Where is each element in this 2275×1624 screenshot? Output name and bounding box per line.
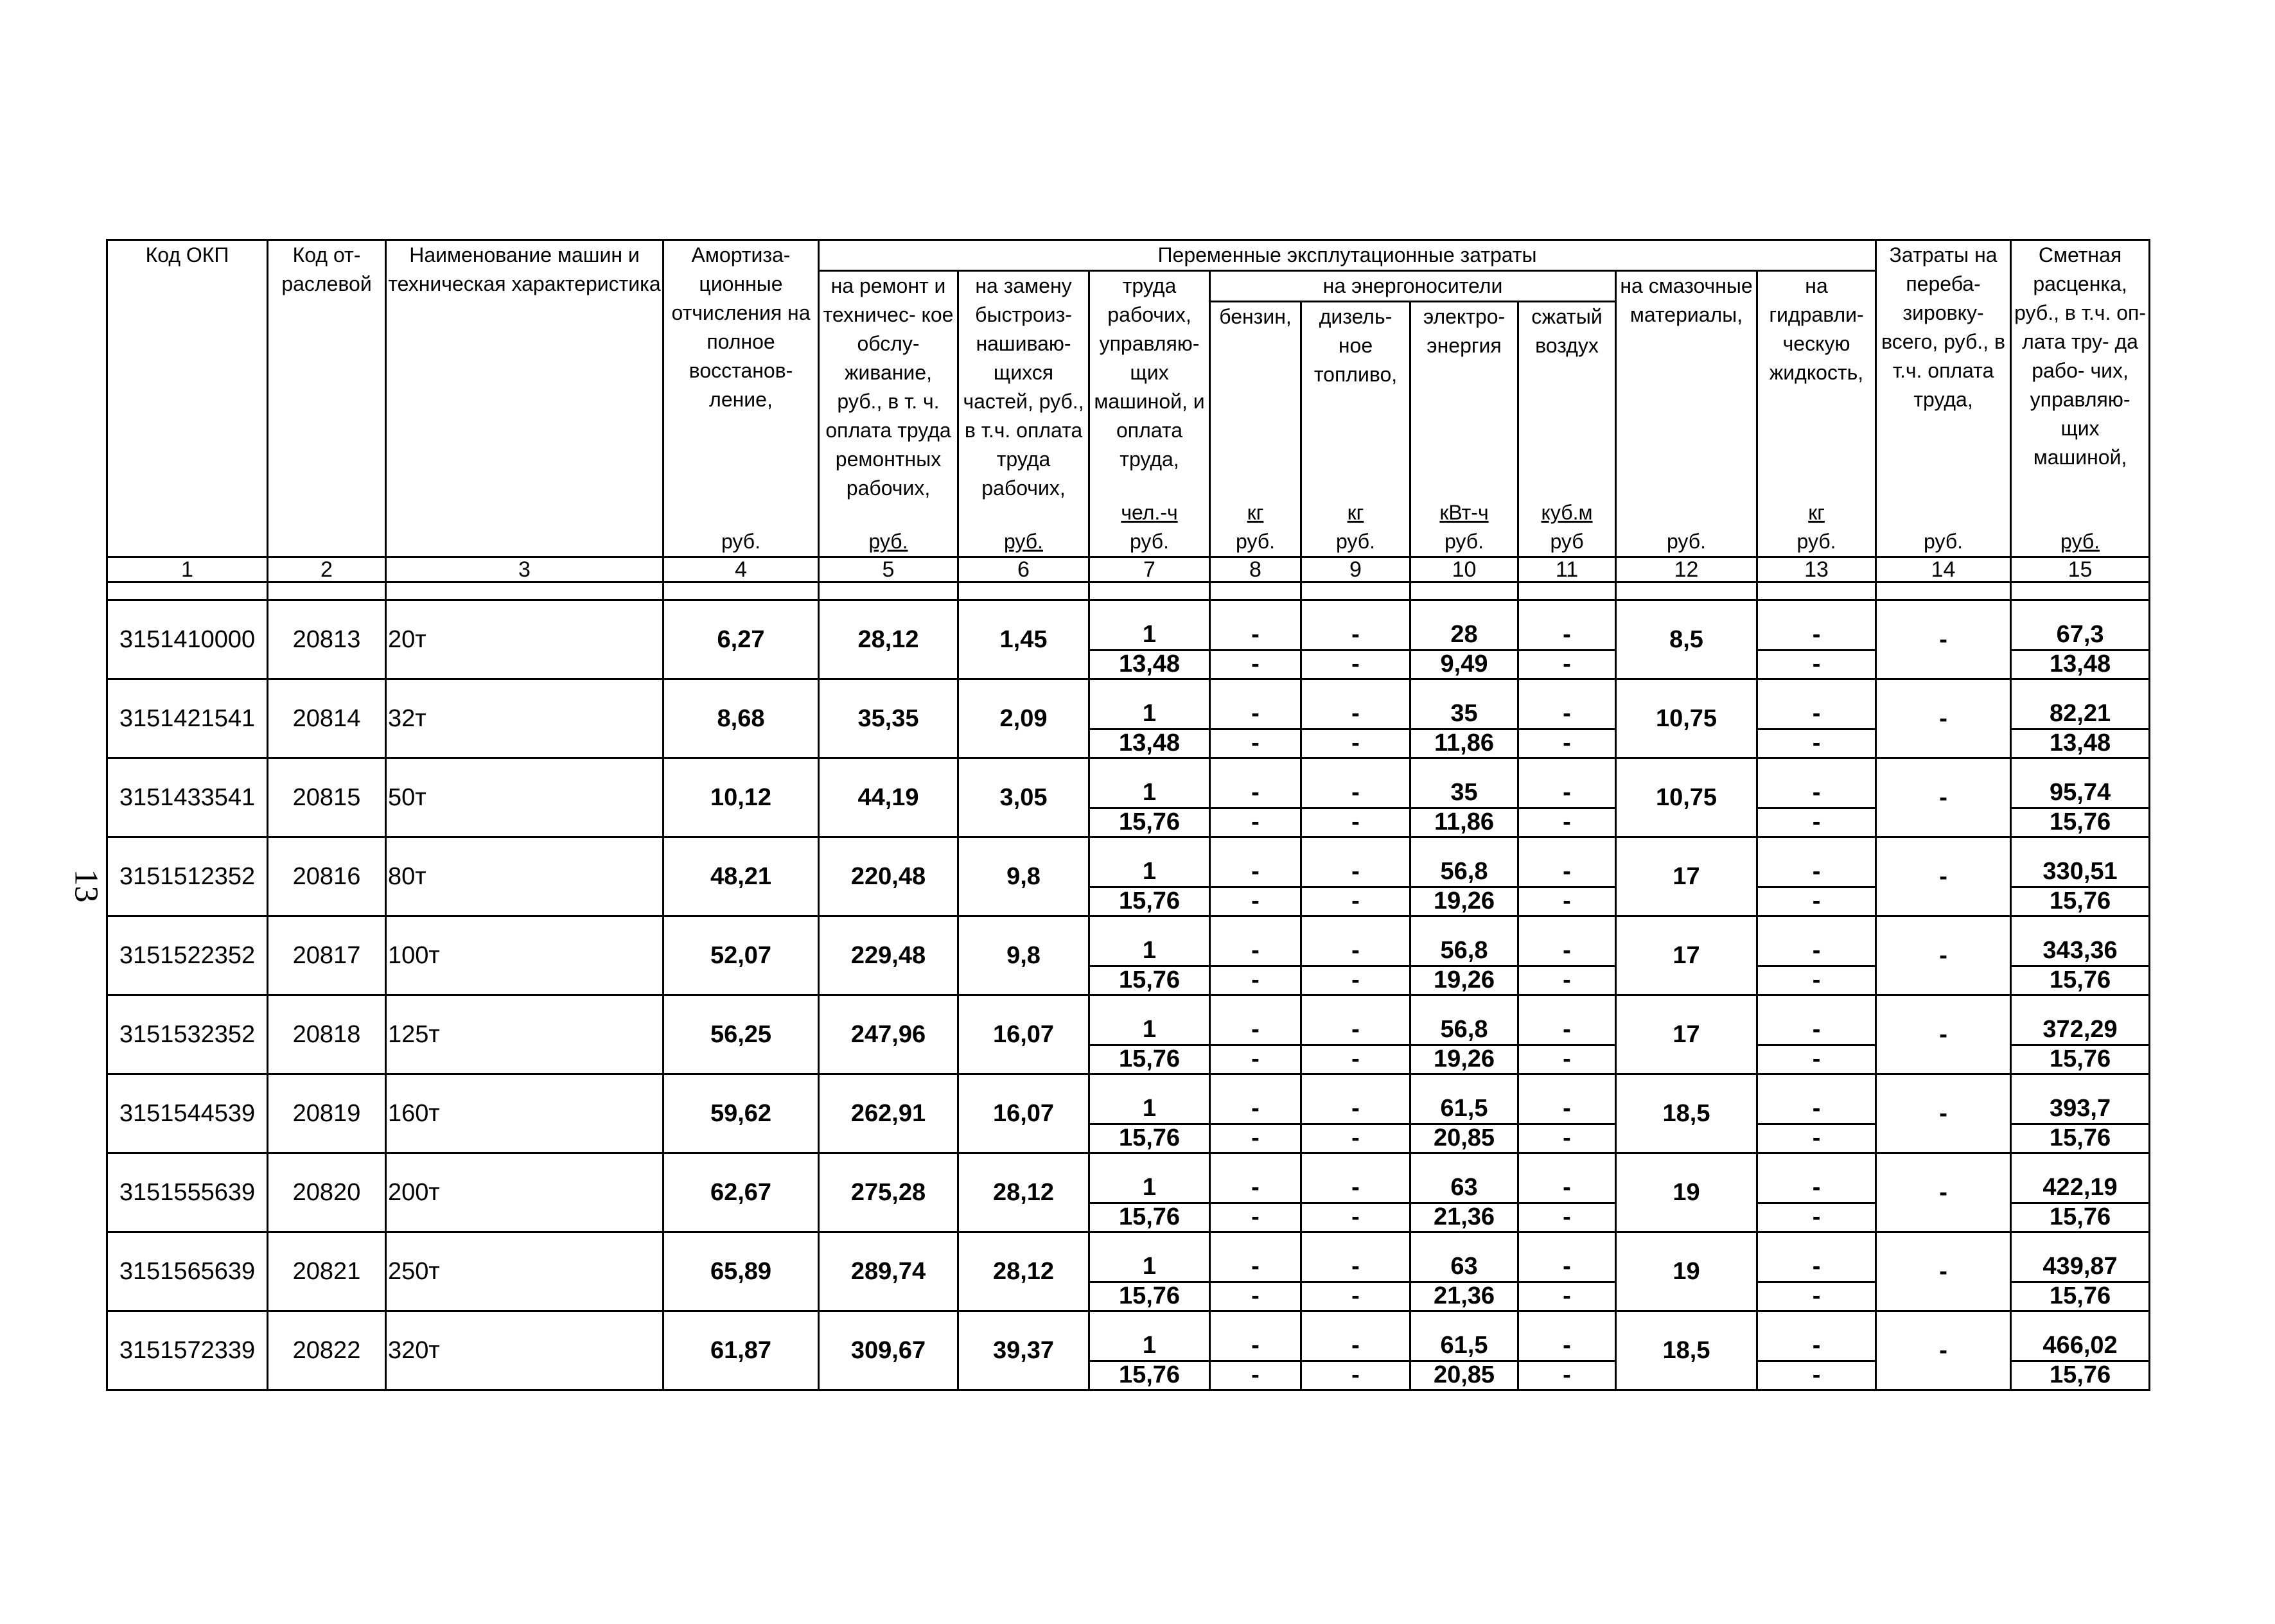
header-compressed-air-label: сжатый воздух bbox=[1531, 305, 1603, 357]
header-parts-label: на замену быстроиз- нашиваю- щихся частей, руб., в т.ч. оплата труда рабочих, bbox=[963, 274, 1084, 500]
air-rub-cell: - bbox=[1518, 808, 1616, 837]
price-labor-cell: 15,76 bbox=[2011, 808, 2150, 837]
diesel-rub-cell: - bbox=[1301, 887, 1410, 916]
hydraulic-rub-cell: - bbox=[1757, 887, 1876, 916]
header-labor-unit-top: чел.-ч bbox=[1121, 501, 1178, 524]
hydraulic-qty-cell: - bbox=[1757, 916, 1876, 966]
petrol-rub-cell: - bbox=[1210, 887, 1301, 916]
labor-hours-cell: 1 bbox=[1089, 837, 1210, 887]
amortization-cell: 10,12 bbox=[663, 758, 819, 837]
header-energy: на энергоносители bbox=[1210, 271, 1616, 302]
lubricants-cell: 10,75 bbox=[1616, 679, 1757, 758]
header-parts bbox=[958, 271, 1089, 557]
machine-name-cell: 50т bbox=[386, 758, 663, 837]
hydraulic-qty-cell: - bbox=[1757, 1074, 1876, 1124]
price-total-cell: 393,7 bbox=[2011, 1074, 2150, 1124]
parts-cell: 16,07 bbox=[958, 995, 1089, 1074]
air-rub-cell: - bbox=[1518, 887, 1616, 916]
petrol-qty-cell: - bbox=[1210, 837, 1301, 887]
parts-cell: 9,8 bbox=[958, 837, 1089, 916]
price-total-cell: 439,87 bbox=[2011, 1232, 2150, 1282]
price-total-cell: 372,29 bbox=[2011, 995, 2150, 1045]
hydraulic-qty-cell: - bbox=[1757, 679, 1876, 729]
header-lubricants bbox=[1616, 271, 1757, 557]
amortization-cell: 6,27 bbox=[663, 600, 819, 679]
diesel-rub-cell: - bbox=[1301, 1361, 1410, 1390]
hydraulic-rub-cell: - bbox=[1757, 966, 1876, 995]
price-labor-cell: 15,76 bbox=[2011, 1203, 2150, 1232]
labor-rub-cell: 15,76 bbox=[1089, 1361, 1210, 1390]
repair-cell: 220,48 bbox=[819, 837, 958, 916]
parts-cell: 28,12 bbox=[958, 1153, 1089, 1232]
diesel-qty-cell: - bbox=[1301, 600, 1410, 650]
table-row bbox=[107, 679, 2150, 729]
amortization-cell: 62,67 bbox=[663, 1153, 819, 1232]
parts-cell: 1,45 bbox=[958, 600, 1089, 679]
lubricants-cell: 18,5 bbox=[1616, 1074, 1757, 1153]
relocation-cell: - bbox=[1876, 758, 2011, 837]
machine-name-cell: 32т bbox=[386, 679, 663, 758]
air-rub-cell: - bbox=[1518, 1045, 1616, 1074]
branch-code-cell: 20821 bbox=[268, 1232, 386, 1311]
okp-code-cell: 3151532352 bbox=[107, 995, 268, 1074]
machine-name-cell: 20т bbox=[386, 600, 663, 679]
parts-cell: 3,05 bbox=[958, 758, 1089, 837]
price-total-cell: 67,3 bbox=[2011, 600, 2150, 650]
petrol-qty-cell: - bbox=[1210, 995, 1301, 1045]
column-number: 2 bbox=[268, 557, 386, 582]
parts-cell: 2,09 bbox=[958, 679, 1089, 758]
header-labor-label: труда рабочих, управляю- щих машиной, и оплата труда, bbox=[1094, 274, 1205, 471]
column-number: 7 bbox=[1089, 557, 1210, 582]
air-qty-cell: - bbox=[1518, 916, 1616, 966]
okp-code-cell: 3151544539 bbox=[107, 1074, 268, 1153]
labor-hours-cell: 1 bbox=[1089, 1074, 1210, 1124]
header-petrol-label: бензин, bbox=[1219, 305, 1292, 328]
electricity-qty-cell: 56,8 bbox=[1410, 995, 1518, 1045]
labor-rub-cell: 15,76 bbox=[1089, 1203, 1210, 1232]
labor-hours-cell: 1 bbox=[1089, 1153, 1210, 1203]
amortization-cell: 52,07 bbox=[663, 916, 819, 995]
air-qty-cell: - bbox=[1518, 1074, 1616, 1124]
labor-rub-cell: 13,48 bbox=[1089, 650, 1210, 679]
electricity-rub-cell: 19,26 bbox=[1410, 1045, 1518, 1074]
machine-name-cell: 160т bbox=[386, 1074, 663, 1153]
header-repair-label: на ремонт и техничес- кое обслу- живание, руб., в т. ч. оплата труда ремонтных рабочих, bbox=[823, 274, 954, 500]
header-petrol bbox=[1210, 302, 1301, 557]
hydraulic-qty-cell: - bbox=[1757, 600, 1876, 650]
repair-cell: 275,28 bbox=[819, 1153, 958, 1232]
petrol-qty-cell: - bbox=[1210, 1311, 1301, 1361]
petrol-rub-cell: - bbox=[1210, 1124, 1301, 1153]
branch-code-cell: 20820 bbox=[268, 1153, 386, 1232]
petrol-qty-cell: - bbox=[1210, 679, 1301, 729]
repair-cell: 35,35 bbox=[819, 679, 958, 758]
header-estimated-price-label: Сметная расценка, руб., в т.ч. оп- лата тру- да рабо- чих, управляю- щих машиной, bbox=[2014, 243, 2146, 469]
column-number: 3 bbox=[386, 557, 663, 582]
table-row bbox=[107, 600, 2150, 650]
air-rub-cell: - bbox=[1518, 650, 1616, 679]
air-qty-cell: - bbox=[1518, 1232, 1616, 1282]
labor-hours-cell: 1 bbox=[1089, 1311, 1210, 1361]
hydraulic-rub-cell: - bbox=[1757, 1361, 1876, 1390]
header-electricity-label: электро- энергия bbox=[1423, 305, 1506, 357]
header-petrol-unit: руб. bbox=[1235, 530, 1275, 553]
header-electricity-unit-top: кВт-ч bbox=[1439, 501, 1489, 524]
column-number: 5 bbox=[819, 557, 958, 582]
hydraulic-qty-cell: - bbox=[1757, 837, 1876, 887]
repair-cell: 309,67 bbox=[819, 1311, 958, 1390]
petrol-rub-cell: - bbox=[1210, 966, 1301, 995]
diesel-rub-cell: - bbox=[1301, 966, 1410, 995]
okp-code-cell: 3151512352 bbox=[107, 837, 268, 916]
repair-cell: 28,12 bbox=[819, 600, 958, 679]
electricity-qty-cell: 35 bbox=[1410, 758, 1518, 808]
header-amortization-label: Амортиза- ционные отчисления на полное восстанов- ление, bbox=[671, 243, 811, 411]
branch-code-cell: 20817 bbox=[268, 916, 386, 995]
petrol-rub-cell: - bbox=[1210, 650, 1301, 679]
price-total-cell: 95,74 bbox=[2011, 758, 2150, 808]
hydraulic-qty-cell: - bbox=[1757, 995, 1876, 1045]
header-repair bbox=[819, 271, 958, 557]
price-labor-cell: 15,76 bbox=[2011, 966, 2150, 995]
column-number: 10 bbox=[1410, 557, 1518, 582]
table-row bbox=[107, 1153, 2150, 1203]
repair-cell: 44,19 bbox=[819, 758, 958, 837]
electricity-qty-cell: 28 bbox=[1410, 600, 1518, 650]
header-parts-unit: руб. bbox=[1003, 530, 1043, 553]
parts-cell: 9,8 bbox=[958, 916, 1089, 995]
electricity-rub-cell: 11,86 bbox=[1410, 808, 1518, 837]
air-rub-cell: - bbox=[1518, 729, 1616, 758]
header-hydraulic bbox=[1757, 271, 1876, 557]
header-hydraulic-unit: руб. bbox=[1796, 530, 1836, 553]
header-compressed-air bbox=[1518, 302, 1616, 557]
lubricants-cell: 19 bbox=[1616, 1153, 1757, 1232]
electricity-rub-cell: 9,49 bbox=[1410, 650, 1518, 679]
electricity-qty-cell: 61,5 bbox=[1410, 1074, 1518, 1124]
machine-name-cell: 320т bbox=[386, 1311, 663, 1390]
electricity-rub-cell: 19,26 bbox=[1410, 887, 1518, 916]
electricity-rub-cell: 20,85 bbox=[1410, 1361, 1518, 1390]
petrol-qty-cell: - bbox=[1210, 1153, 1301, 1203]
diesel-qty-cell: - bbox=[1301, 916, 1410, 966]
relocation-cell: - bbox=[1876, 916, 2011, 995]
hydraulic-rub-cell: - bbox=[1757, 1124, 1876, 1153]
hydraulic-rub-cell: - bbox=[1757, 729, 1876, 758]
air-qty-cell: - bbox=[1518, 1311, 1616, 1361]
header-diesel-label: дизель- ное топливо, bbox=[1313, 305, 1398, 386]
branch-code-cell: 20814 bbox=[268, 679, 386, 758]
repair-cell: 247,96 bbox=[819, 995, 958, 1074]
electricity-qty-cell: 56,8 bbox=[1410, 916, 1518, 966]
air-rub-cell: - bbox=[1518, 966, 1616, 995]
lubricants-cell: 10,75 bbox=[1616, 758, 1757, 837]
hydraulic-rub-cell: - bbox=[1757, 1203, 1876, 1232]
header-hydraulic-label: на гидравли- ческую жидкость, bbox=[1769, 274, 1864, 384]
machine-name-cell: 200т bbox=[386, 1153, 663, 1232]
header-variable-costs: Переменные эксплутационные затраты bbox=[819, 240, 1876, 271]
diesel-qty-cell: - bbox=[1301, 758, 1410, 808]
column-number: 15 bbox=[2011, 557, 2150, 582]
air-qty-cell: - bbox=[1518, 995, 1616, 1045]
electricity-rub-cell: 11,86 bbox=[1410, 729, 1518, 758]
machine-rates-table bbox=[106, 239, 2150, 1391]
air-qty-cell: - bbox=[1518, 837, 1616, 887]
relocation-cell: - bbox=[1876, 1074, 2011, 1153]
petrol-qty-cell: - bbox=[1210, 1074, 1301, 1124]
header-repair-unit: руб. bbox=[868, 530, 908, 553]
hydraulic-qty-cell: - bbox=[1757, 1232, 1876, 1282]
lubricants-cell: 8,5 bbox=[1616, 600, 1757, 679]
branch-code-cell: 20818 bbox=[268, 995, 386, 1074]
header-relocation-label: Затраты на переба- зировку- всего, руб., в т.ч. оплата труда, bbox=[1881, 243, 2005, 411]
page-number: 13 bbox=[67, 869, 105, 903]
table-row bbox=[107, 837, 2150, 887]
header-separator bbox=[107, 582, 2150, 600]
okp-code-cell: 3151565639 bbox=[107, 1232, 268, 1311]
diesel-qty-cell: - bbox=[1301, 1153, 1410, 1203]
header-okp-code: Код ОКП bbox=[107, 240, 268, 557]
header-amortization bbox=[663, 240, 819, 557]
lubricants-cell: 19 bbox=[1616, 1232, 1757, 1311]
diesel-rub-cell: - bbox=[1301, 1203, 1410, 1232]
header-compressed-air-unit-top: куб.м bbox=[1541, 501, 1593, 524]
labor-hours-cell: 1 bbox=[1089, 1232, 1210, 1282]
header-labor-unit: руб. bbox=[1129, 530, 1169, 553]
header-petrol-unit-top: кг bbox=[1247, 501, 1264, 524]
diesel-qty-cell: - bbox=[1301, 1074, 1410, 1124]
price-total-cell: 82,21 bbox=[2011, 679, 2150, 729]
column-number: 14 bbox=[1876, 557, 2011, 582]
electricity-rub-cell: 20,85 bbox=[1410, 1124, 1518, 1153]
column-number: 1 bbox=[107, 557, 268, 582]
price-labor-cell: 15,76 bbox=[2011, 1361, 2150, 1390]
repair-cell: 262,91 bbox=[819, 1074, 958, 1153]
header-electricity bbox=[1410, 302, 1518, 557]
parts-cell: 16,07 bbox=[958, 1074, 1089, 1153]
branch-code-cell: 20819 bbox=[268, 1074, 386, 1153]
header-compressed-air-unit: руб bbox=[1550, 530, 1584, 553]
diesel-rub-cell: - bbox=[1301, 729, 1410, 758]
price-total-cell: 343,36 bbox=[2011, 916, 2150, 966]
price-total-cell: 422,19 bbox=[2011, 1153, 2150, 1203]
petrol-rub-cell: - bbox=[1210, 1361, 1301, 1390]
repair-cell: 289,74 bbox=[819, 1232, 958, 1311]
labor-rub-cell: 15,76 bbox=[1089, 1282, 1210, 1311]
labor-hours-cell: 1 bbox=[1089, 758, 1210, 808]
price-labor-cell: 15,76 bbox=[2011, 887, 2150, 916]
diesel-rub-cell: - bbox=[1301, 1282, 1410, 1311]
header-relocation-unit: руб. bbox=[1924, 530, 1963, 553]
column-number: 12 bbox=[1616, 557, 1757, 582]
labor-hours-cell: 1 bbox=[1089, 679, 1210, 729]
labor-rub-cell: 15,76 bbox=[1089, 887, 1210, 916]
amortization-cell: 8,68 bbox=[663, 679, 819, 758]
amortization-cell: 48,21 bbox=[663, 837, 819, 916]
diesel-qty-cell: - bbox=[1301, 679, 1410, 729]
branch-code-cell: 20816 bbox=[268, 837, 386, 916]
okp-code-cell: 3151522352 bbox=[107, 916, 268, 995]
column-number: 9 bbox=[1301, 557, 1410, 582]
labor-rub-cell: 15,76 bbox=[1089, 1045, 1210, 1074]
okp-code-cell: 3151421541 bbox=[107, 679, 268, 758]
column-number: 8 bbox=[1210, 557, 1301, 582]
repair-cell: 229,48 bbox=[819, 916, 958, 995]
air-rub-cell: - bbox=[1518, 1361, 1616, 1390]
labor-hours-cell: 1 bbox=[1089, 995, 1210, 1045]
amortization-cell: 65,89 bbox=[663, 1232, 819, 1311]
okp-code-cell: 3151433541 bbox=[107, 758, 268, 837]
electricity-rub-cell: 21,36 bbox=[1410, 1282, 1518, 1311]
labor-rub-cell: 15,76 bbox=[1089, 1124, 1210, 1153]
electricity-qty-cell: 35 bbox=[1410, 679, 1518, 729]
okp-code-cell: 3151572339 bbox=[107, 1311, 268, 1390]
electricity-rub-cell: 19,26 bbox=[1410, 966, 1518, 995]
table-row bbox=[107, 758, 2150, 808]
electricity-qty-cell: 63 bbox=[1410, 1153, 1518, 1203]
petrol-rub-cell: - bbox=[1210, 808, 1301, 837]
labor-rub-cell: 15,76 bbox=[1089, 808, 1210, 837]
machine-name-cell: 250т bbox=[386, 1232, 663, 1311]
table-row bbox=[107, 1074, 2150, 1124]
hydraulic-rub-cell: - bbox=[1757, 1045, 1876, 1074]
diesel-qty-cell: - bbox=[1301, 1311, 1410, 1361]
air-rub-cell: - bbox=[1518, 1282, 1616, 1311]
column-number: 6 bbox=[958, 557, 1089, 582]
okp-code-cell: 3151555639 bbox=[107, 1153, 268, 1232]
lubricants-cell: 17 bbox=[1616, 995, 1757, 1074]
column-number: 4 bbox=[663, 557, 819, 582]
header-hydraulic-unit-top: кг bbox=[1808, 501, 1825, 524]
air-qty-cell: - bbox=[1518, 600, 1616, 650]
relocation-cell: - bbox=[1876, 1232, 2011, 1311]
header-electricity-unit: руб. bbox=[1444, 530, 1484, 553]
price-total-cell: 330,51 bbox=[2011, 837, 2150, 887]
diesel-rub-cell: - bbox=[1301, 1045, 1410, 1074]
diesel-qty-cell: - bbox=[1301, 1232, 1410, 1282]
relocation-cell: - bbox=[1876, 1311, 2011, 1390]
column-numbers-row bbox=[107, 557, 2150, 582]
relocation-cell: - bbox=[1876, 600, 2011, 679]
header-branch-code: Код от- раслевой bbox=[268, 240, 386, 557]
relocation-cell: - bbox=[1876, 1153, 2011, 1232]
petrol-rub-cell: - bbox=[1210, 729, 1301, 758]
electricity-rub-cell: 21,36 bbox=[1410, 1203, 1518, 1232]
price-labor-cell: 15,76 bbox=[2011, 1124, 2150, 1153]
hydraulic-rub-cell: - bbox=[1757, 650, 1876, 679]
labor-hours-cell: 1 bbox=[1089, 600, 1210, 650]
header-estimated-price bbox=[2011, 240, 2150, 557]
diesel-rub-cell: - bbox=[1301, 1124, 1410, 1153]
hydraulic-qty-cell: - bbox=[1757, 1153, 1876, 1203]
air-rub-cell: - bbox=[1518, 1203, 1616, 1232]
header-diesel-unit-top: кг bbox=[1347, 501, 1364, 524]
amortization-cell: 56,25 bbox=[663, 995, 819, 1074]
electricity-qty-cell: 63 bbox=[1410, 1232, 1518, 1282]
price-labor-cell: 15,76 bbox=[2011, 1045, 2150, 1074]
header-lubricants-label: на смазочные материалы, bbox=[1620, 274, 1753, 326]
okp-code-cell: 3151410000 bbox=[107, 600, 268, 679]
hydraulic-rub-cell: - bbox=[1757, 1282, 1876, 1311]
air-rub-cell: - bbox=[1518, 1124, 1616, 1153]
price-labor-cell: 15,76 bbox=[2011, 1282, 2150, 1311]
petrol-rub-cell: - bbox=[1210, 1282, 1301, 1311]
diesel-rub-cell: - bbox=[1301, 808, 1410, 837]
amortization-cell: 61,87 bbox=[663, 1311, 819, 1390]
amortization-cell: 59,62 bbox=[663, 1074, 819, 1153]
petrol-qty-cell: - bbox=[1210, 758, 1301, 808]
branch-code-cell: 20813 bbox=[268, 600, 386, 679]
lubricants-cell: 17 bbox=[1616, 916, 1757, 995]
hydraulic-rub-cell: - bbox=[1757, 808, 1876, 837]
branch-code-cell: 20815 bbox=[268, 758, 386, 837]
header-estimated-price-unit: руб. bbox=[2060, 530, 2100, 553]
labor-hours-cell: 1 bbox=[1089, 916, 1210, 966]
header-relocation bbox=[1876, 240, 2011, 557]
labor-rub-cell: 15,76 bbox=[1089, 966, 1210, 995]
relocation-cell: - bbox=[1876, 837, 2011, 916]
lubricants-cell: 18,5 bbox=[1616, 1311, 1757, 1390]
diesel-qty-cell: - bbox=[1301, 837, 1410, 887]
petrol-rub-cell: - bbox=[1210, 1203, 1301, 1232]
electricity-qty-cell: 61,5 bbox=[1410, 1311, 1518, 1361]
petrol-qty-cell: - bbox=[1210, 600, 1301, 650]
header-diesel bbox=[1301, 302, 1410, 557]
column-number: 11 bbox=[1518, 557, 1616, 582]
parts-cell: 39,37 bbox=[958, 1311, 1089, 1390]
petrol-qty-cell: - bbox=[1210, 916, 1301, 966]
price-labor-cell: 13,48 bbox=[2011, 729, 2150, 758]
header-amortization-unit: руб. bbox=[721, 530, 760, 553]
header-diesel-unit: руб. bbox=[1335, 530, 1375, 553]
diesel-rub-cell: - bbox=[1301, 650, 1410, 679]
machine-name-cell: 125т bbox=[386, 995, 663, 1074]
machine-name-cell: 100т bbox=[386, 916, 663, 995]
table-row bbox=[107, 995, 2150, 1045]
column-number: 13 bbox=[1757, 557, 1876, 582]
header-lubricants-unit: руб. bbox=[1666, 530, 1706, 553]
lubricants-cell: 17 bbox=[1616, 837, 1757, 916]
parts-cell: 28,12 bbox=[958, 1232, 1089, 1311]
petrol-rub-cell: - bbox=[1210, 1045, 1301, 1074]
hydraulic-qty-cell: - bbox=[1757, 1311, 1876, 1361]
branch-code-cell: 20822 bbox=[268, 1311, 386, 1390]
header-machine-name: Наименование машин и техническая характеристика bbox=[386, 240, 663, 557]
hydraulic-qty-cell: - bbox=[1757, 758, 1876, 808]
air-qty-cell: - bbox=[1518, 758, 1616, 808]
table-row bbox=[107, 1232, 2150, 1282]
diesel-qty-cell: - bbox=[1301, 995, 1410, 1045]
labor-rub-cell: 13,48 bbox=[1089, 729, 1210, 758]
price-labor-cell: 13,48 bbox=[2011, 650, 2150, 679]
air-qty-cell: - bbox=[1518, 679, 1616, 729]
petrol-qty-cell: - bbox=[1210, 1232, 1301, 1282]
electricity-qty-cell: 56,8 bbox=[1410, 837, 1518, 887]
table-row bbox=[107, 1311, 2150, 1361]
machine-name-cell: 80т bbox=[386, 837, 663, 916]
header-labor bbox=[1089, 271, 1210, 557]
price-total-cell: 466,02 bbox=[2011, 1311, 2150, 1361]
air-qty-cell: - bbox=[1518, 1153, 1616, 1203]
relocation-cell: - bbox=[1876, 679, 2011, 758]
relocation-cell: - bbox=[1876, 995, 2011, 1074]
table-row bbox=[107, 916, 2150, 966]
